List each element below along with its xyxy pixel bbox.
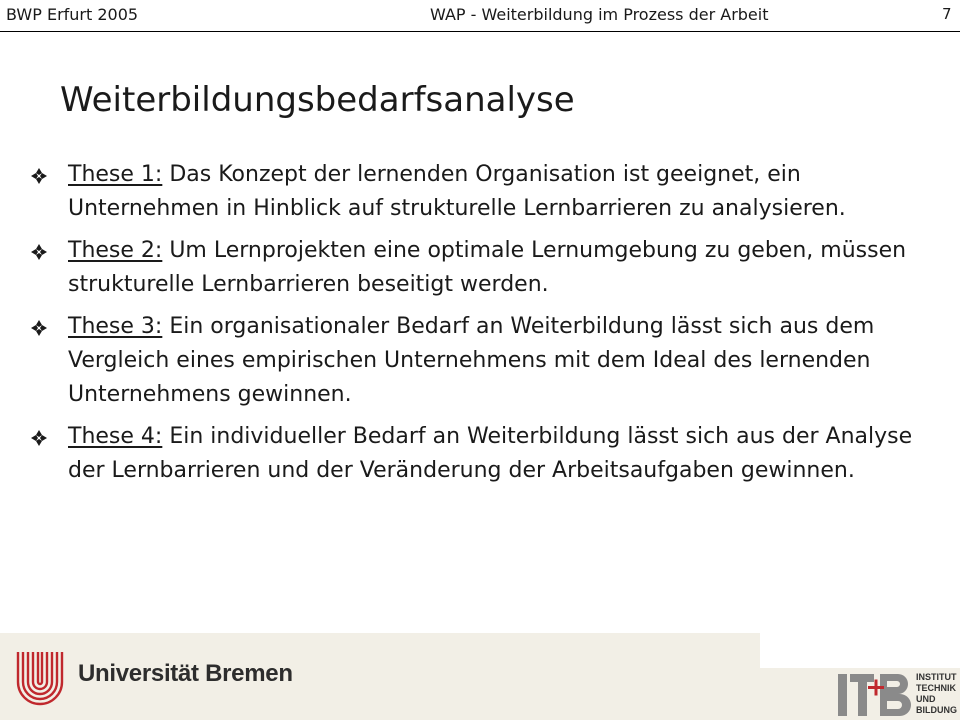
thesis-label: These 3: <box>68 314 163 339</box>
institute-name <box>916 672 957 716</box>
diamond-bullet-icon <box>30 243 48 261</box>
header-topic: WAP - Weiterbildung im Prozess der Arbeit <box>430 5 769 24</box>
page-number: 7 <box>942 5 952 23</box>
thesis-text: Ein organisationaler Bedarf an Weiterbildung lässt sich aus dem Vergleich eines empirischen Unternehmens mit dem Ideal des lernenden Unternehmens gewinnen. <box>68 314 875 407</box>
header-event: BWP Erfurt 2005 <box>6 5 139 24</box>
thesis-item-2 <box>30 234 940 302</box>
thesis-list <box>30 158 940 488</box>
slide-header <box>0 0 960 32</box>
institute-line: INSTITUT <box>916 672 957 682</box>
thesis-label: These 1: <box>68 162 163 187</box>
thesis-text: Um Lernprojekten eine optimale Lernumgebung zu geben, müssen strukturelle Lernbarrieren beseitigt werden. <box>68 238 907 297</box>
thesis-label: These 4: <box>68 424 163 449</box>
university-name: Universität Bremen <box>78 660 293 687</box>
slide-title: Weiterbildungsbedarfsanalyse <box>60 80 575 120</box>
institute-line: UND <box>916 694 936 704</box>
thesis-text: Ein individueller Bedarf an Weiterbildung lässt sich aus der Analyse der Lernbarrieren und der Veränderung der Arbeitsaufgaben gewinnen. <box>68 424 913 483</box>
thesis-item-4 <box>30 420 940 488</box>
institute-line: TECHNIK <box>916 683 956 693</box>
thesis-item-1 <box>30 158 940 226</box>
header-rule <box>0 31 960 32</box>
institute-line: BILDUNG <box>916 705 957 715</box>
diamond-bullet-icon <box>30 429 48 447</box>
itb-logo <box>836 672 914 718</box>
thesis-item-3 <box>30 310 940 412</box>
thesis-label: These 2: <box>68 238 163 263</box>
universitaet-bremen-logo <box>14 648 66 708</box>
thesis-text: Das Konzept der lernenden Organisation ist geeignet, ein Unternehmen in Hinblick auf strukturelle Lernbarrieren zu analysieren. <box>68 162 846 221</box>
diamond-bullet-icon <box>30 319 48 337</box>
diamond-bullet-icon <box>30 167 48 185</box>
